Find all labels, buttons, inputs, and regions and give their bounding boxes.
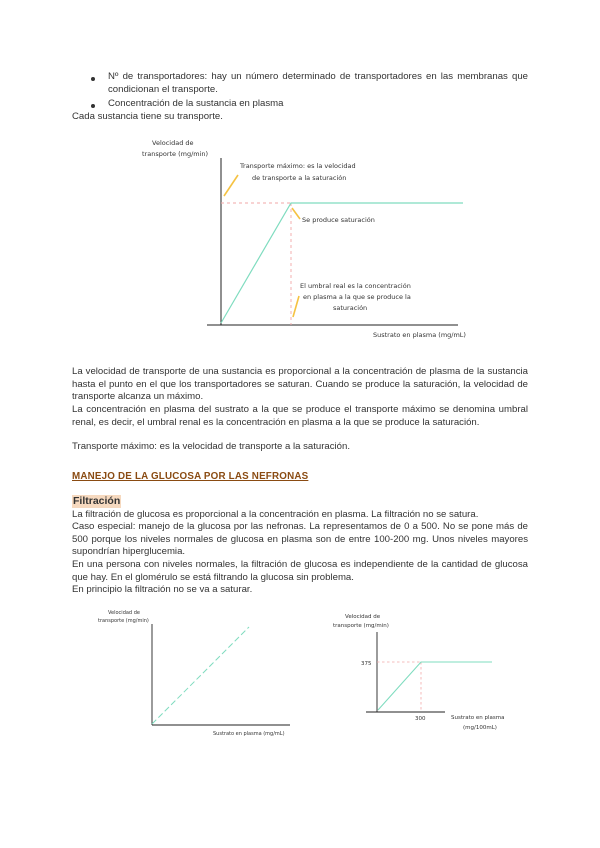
chart3-xlabel-line2: (mg/100mL) [463,725,497,731]
section-title: MANEJO DE LA GLUCOSA POR LAS NEFRONAS [72,471,309,482]
chart1-annotation-max-line1: Transporte máximo: es la velocidad [240,162,356,170]
bullet-concentracion: Concentración de la sustancia en plasma [108,98,284,109]
chart3-ylabel-line2: transporte (mg/min) [333,623,389,629]
chart1-ylabel-line1: Velocidad de [152,139,194,147]
chart1-ylabel-line2: transporte (mg/min) [142,150,209,158]
section-paragraph-2: Caso especial: manejo de la glucosa por las nefronas. La representamos de 0 a 500. No se pone más de 500 porque los niveles normales de glucosa en plasma son de entre 100-200 mg. Unos niveles mayores supondrían hiperglucemia. [72,521,528,557]
chart1-annotation-umbral-line3: saturación [333,304,368,312]
chart1-annotation-saturation: Se produce saturación [302,216,375,224]
chart3-ylabel-line1: Velocidad de [345,614,381,620]
chart1-xlabel: Sustrato en plasma (mg/mL) [373,331,466,339]
chart3-transport-line [378,662,492,710]
chart1-annotation-umbral-line1: El umbral real es la concentración [300,282,411,290]
section-subtitle: Filtración [73,495,121,507]
chart2-ylabel-line2: transporte (mg/min) [98,618,149,624]
explanation-paragraph-1: La velocidad de transporte de una sustancia es proporcional a la concentración de plasma de la sustancia hasta el punto en el que los transportadores se saturan. Cuando se produce la saturación, la velocidad de transporte alcanza un máximo. [72,366,528,402]
intro-closing: Cada sustancia tiene su transporte. [72,111,223,122]
chart1-annotation-max-line2: de transporte a la saturación [252,174,347,182]
explanation-paragraph-2: La concentración en plasma del sustrato a la que se produce el transporte máximo se denomina umbral renal, es decir, el umbral renal es la concentración en plasma a la que se produce la saturación. [72,404,528,428]
explanation-paragraph-3: Transporte máximo: es la velocidad de transporte a la saturación. [72,441,351,452]
chart1-annotation-umbral-line2: en plasma a la que se produce la [303,293,411,301]
chart2-ylabel-line1: Velocidad de [108,610,140,616]
chart2-xlabel: Sustrato en plasma (mg/mL) [213,731,285,737]
section-paragraph-3: En una persona con niveles normales, la filtración de glucosa es independiente de la cantidad de glucosa que hay. En el glomérulo se está filtrando la glucosa sin problema. [72,559,528,583]
bullet-transportadores: Nº de transportadores: hay un número determinado de transportadores en las membranas que condicionan el transporte. [108,71,528,95]
chart3-xlabel-line1: Sustrato en plasma [451,715,505,721]
chart3-y-tick: 375 [361,661,372,667]
section-paragraph-4: En principio la filtración no se va a saturar. [72,584,253,595]
chart3-x-tick: 300 [415,716,426,722]
section-paragraph-1: La filtración de glucosa es proporcional a la concentración en plasma. La filtración no se satura. [72,509,479,520]
